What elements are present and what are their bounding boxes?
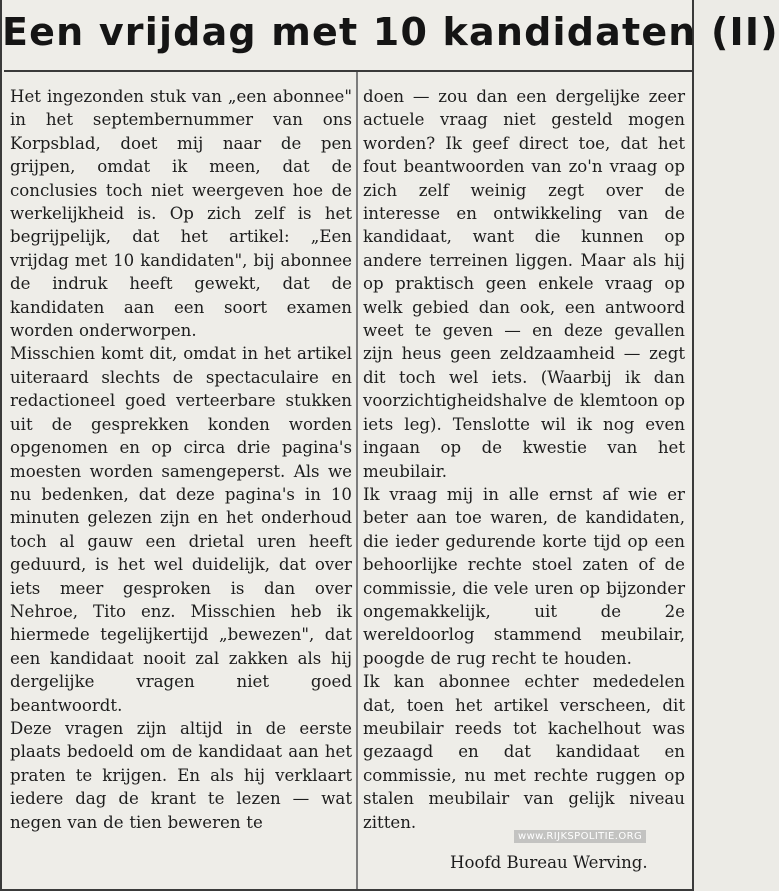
- paragraph: Ik vraag mij in alle ernst af wie er beter aan toe waren, de kandidaten, die ieder gedurende korte tijd op een behoorlijke rechte stoel zaten of de commissie, die vele uren op bijzonder ongemakkelijk, uit de 2e wereldoorlog stammend meubilair, poogde de rug recht te houden.: [363, 484, 685, 668]
- paragraph: Het ingezonden stuk van „een abonnee" in het septembernummer van ons Korpsblad, doet mij naar de pen grijpen, omdat ik meen, dat de conclusies toch niet weergeven hoe de werkelijkheid is. Op zich zelf is het begrijpelijk, dat het artikel: „Een vrijdag met 10 kandidaten", bij abonnee de indruk heeft gewekt, dat de kandidaten aan een soort examen worden onderworpen.: [10, 87, 352, 341]
- paragraph: doen — zou dan een dergelijke zeer actuele vraag niet gesteld mogen worden? Ik geef direct toe, dat het fout beantwoorden van zo'n vraag op zich zelf weinig zegt over de interesse en ontwikkeling van de kandidaat, want die kunnen op andere terreinen liggen. Maar als hij op praktisch geen enkele vraag op welk gebied dan ook, een antwoord weet te geven — en deze gevallen zijn heus geen zeldzaamheid — zegt dit toch wel iets. (Waarbij ik dan voorzichtigheidshalve de klemtoon op iets leg). Tenslotte wil ik nog even ingaan op de kwestie van het meubilair.: [363, 87, 685, 481]
- headline: Een vrijdag met 10 kandidaten (II): [2, 10, 779, 54]
- headline-rule: [4, 70, 692, 72]
- paragraph: Ik kan abonnee echter mededelen dat, toen het artikel verscheen, dit meubilair reeds tot kachelhout was gezaagd en dat kandidaat en commissie, nu met rechte ruggen op stalen meubilair van gelijk niveau zitten.: [363, 672, 685, 832]
- right-column: [363, 85, 685, 834]
- watermark: www.RIJKSPOLITIE.ORG: [514, 830, 646, 843]
- signature: Hoofd Bureau Werving.: [450, 853, 648, 872]
- left-column: [10, 85, 352, 834]
- column-divider: [356, 72, 358, 889]
- paragraph: Misschien komt dit, omdat in het artikel uiteraard slechts de spectaculaire en redactioneel goed verteerbare stukken uit de gesprekken konden worden opgenomen en op circa drie pagina's moesten worden samengeperst. Als we nu bedenken, dat deze pagina's in 10 minuten gelezen zijn en het onderhoud toch al gauw een drietal uren heeft geduurd, is het wel duidelijk, dat over iets meer gesproken is dan over Nehroe, Tito enz. Misschien heb ik hiermede tegelijkertijd „bewezen", dat een kandidaat nooit zal zakken als hij dergelijke vragen niet goed beantwoordt.: [10, 344, 352, 715]
- paragraph: Deze vragen zijn altijd in de eerste plaats bedoeld om de kandidaat aan het praten te krijgen. En als hij verklaart iedere dag de krant te lezen — wat negen van de tien beweren te: [10, 718, 352, 832]
